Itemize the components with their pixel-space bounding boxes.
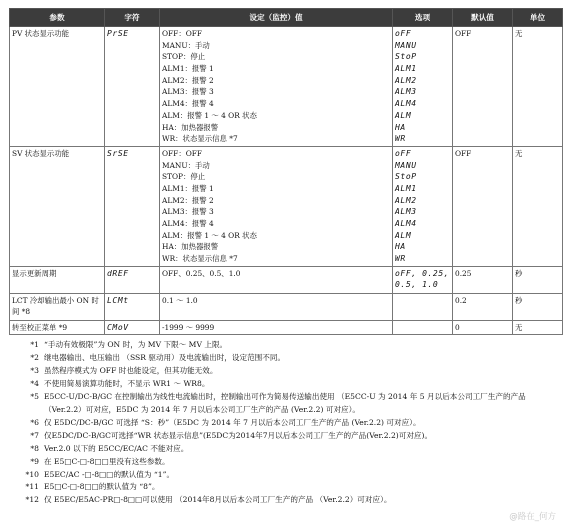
option-line: ALM3 [395, 87, 417, 97]
table-header-row [10, 9, 563, 27]
header-default: 默认值 [453, 9, 513, 27]
default-value: 0 [453, 320, 513, 335]
value-line: OFF：OFF [162, 29, 203, 38]
header-char: 字符 [105, 9, 160, 27]
footnote-text: 仅E5DC/DC-B/GC可选择“WR 状态显示信息”(E5DC为2014年7月以后本公司工厂生产的产品(Ver.2.2)可对应)。 [44, 430, 433, 440]
option-line: MANU [395, 160, 417, 170]
footnote-number: *5 [30, 392, 39, 402]
param-name: 显示更新周期 [10, 266, 105, 293]
header-unit: 单位 [513, 9, 563, 27]
option-line: WR [395, 134, 406, 144]
spec-page [9, 8, 562, 507]
value-list [160, 293, 393, 320]
watermark: @路在_何方 [509, 512, 556, 522]
parameter-table [9, 8, 563, 335]
option-line: oFF [395, 29, 412, 38]
option-line: StoP [395, 172, 417, 182]
value-line: ALM1：报警 1 [162, 64, 214, 74]
value-line: ALM3：报警 3 [162, 87, 214, 97]
footnote-text: E5CC-U/DC-B/GC 在控制输出为线性电流输出时，控制输出可作为简易传送输出使用 （E5CC-U 为 2014 年 5 月以后本公司工厂生产的产品 （Ver.2.2）可对应，E5DC 为 2014 年 7 月以后本公司工厂生产的产品 (Ver.2.2) 可对应）。 [44, 392, 526, 414]
value-line: ALM：报警 1 ～ 4 OR 状态 [162, 110, 257, 120]
value-line: WR：状态显示信息 *7 [162, 254, 238, 264]
value-line: -1999 ～ 9999 [162, 322, 215, 332]
option-line: ALM1 [395, 183, 417, 193]
footnote-text: 在 E5□C-□-8□□里没有这些参数。 [44, 456, 170, 466]
default-value: 0.2 [453, 293, 513, 320]
footnote [9, 365, 562, 378]
footnote [9, 456, 562, 469]
default-value: 0.25 [453, 266, 513, 293]
unit-value: 无 [513, 146, 563, 266]
option-line: WR [395, 254, 406, 264]
table-row [10, 293, 563, 320]
footnotes [9, 339, 562, 507]
footnote [9, 352, 562, 365]
option-line: MANU [395, 40, 417, 50]
footnote [9, 391, 562, 417]
option-line: ALM1 [395, 64, 417, 74]
footnote [9, 378, 562, 391]
footnote-text: 仅 E5EC/E5AC-PR□-8□□可以使用 （2014年8月以后本公司工厂生产的产品 （Ver.2.2）可对应）。 [44, 495, 392, 505]
value-list [160, 266, 393, 293]
value-line: ALM1：报警 1 [162, 183, 214, 193]
value-line: ALM4：报警 4 [162, 219, 214, 228]
footnote [9, 469, 562, 482]
unit-value: 秒 [513, 266, 563, 293]
footnote-number: *2 [30, 353, 39, 363]
value-line: MANU：手动 [162, 160, 210, 170]
param-char: dREF [105, 266, 160, 293]
footnote [9, 494, 562, 507]
param-name: SV 状态显示功能 [10, 146, 105, 266]
unit-value: 无 [513, 320, 563, 335]
param-char: LCMt [105, 293, 160, 320]
table-row [10, 27, 563, 147]
footnote-text: E5EC/AC -□-8□□的默认值为 “1”。 [44, 469, 175, 479]
option-line: oFF [395, 148, 412, 158]
option-line: 0.5, 1.0 [395, 280, 439, 290]
header-value: 设定（监控）值 [160, 9, 393, 27]
value-list [160, 146, 393, 266]
footnote-number: *10 [25, 469, 39, 479]
footnote [9, 443, 562, 456]
option-line: ALM2 [395, 75, 417, 85]
header-param: 参数 [10, 9, 105, 27]
footnote [9, 481, 562, 494]
value-line: HA：加热器报警 [162, 242, 219, 252]
value-line: ALM4：报警 4 [162, 99, 214, 109]
footnote-text: E5□C-□-8□□的默认值为 “8”。 [44, 482, 160, 492]
footnote-number: *3 [30, 366, 39, 376]
value-line: ALM：报警 1 ～ 4 OR 状态 [162, 230, 257, 240]
footnote-text: 虽然程序模式为 OFF 时也能设定，但其功能无效。 [44, 366, 218, 376]
value-list [160, 320, 393, 335]
default-value: OFF [453, 27, 513, 147]
table-row [10, 146, 563, 266]
value-line: WR：状态显示信息 *7 [162, 134, 238, 144]
header-option: 选项 [393, 9, 453, 27]
value-line: OFF：OFF [162, 148, 203, 158]
footnote-number: *1 [30, 340, 39, 350]
param-name: PV 状态显示功能 [10, 27, 105, 147]
param-name: 转至校正菜单 *9 [10, 320, 105, 335]
footnote-text: “手动有效极限”为 ON 时，为 MV 下限～ MV 上限。 [44, 340, 228, 350]
param-name-text: LCT 冷却输出最小 ON 时间 *8 [12, 295, 99, 316]
footnote-number: *6 [30, 417, 39, 427]
footnote-number: *7 [30, 430, 39, 440]
unit-value: 无 [513, 27, 563, 147]
footnote-number: *9 [30, 456, 39, 466]
option-line: ALM [395, 230, 412, 240]
option-line: ALM3 [395, 207, 417, 217]
param-char: CMoV [105, 320, 160, 335]
value-line: ALM3：报警 3 [162, 207, 214, 217]
table-row [10, 266, 563, 293]
option-line: oFF, 0.25, [395, 268, 450, 278]
value-line: OFF、0.25、0.5、1.0 [162, 268, 241, 278]
option-line: ALM2 [395, 195, 417, 205]
footnote-number: *4 [30, 379, 39, 389]
option-line: ALM [395, 110, 412, 120]
option-line: ALM4 [395, 99, 417, 109]
option-list [393, 266, 453, 293]
value-line: STOP：停止 [162, 52, 206, 62]
footnote-text: Ver.2.0 以下的 E5CC/EC/AC 不能对应。 [44, 443, 189, 453]
option-line: HA [395, 122, 406, 132]
option-line: HA [395, 242, 406, 252]
footnote-number: *12 [25, 495, 39, 505]
footnote-text: 仅 E5DC/DC-B/GC 可选择 “S：秒”（E5DC 为 2014 年 7 月以后本公司工厂生产的产品 (Ver.2.2) 可对应）。 [44, 417, 421, 427]
footnote-text: 继电器输出、电压输出 （SSR 驱动用）及电流输出时，设定范围不同。 [44, 353, 286, 363]
value-line: HA：加热器报警 [162, 122, 219, 132]
option-line: ALM4 [395, 219, 417, 228]
unit-value: 秒 [513, 293, 563, 320]
param-char: PrSE [105, 27, 160, 147]
value-line: ALM2：报警 2 [162, 195, 214, 205]
param-name [10, 293, 105, 320]
param-char: SrSE [105, 146, 160, 266]
value-line: 0.1 ～ 1.0 [162, 295, 198, 305]
value-line: STOP：停止 [162, 172, 206, 182]
footnote-number: *11 [25, 482, 39, 492]
value-line: ALM2：报警 2 [162, 75, 214, 85]
table-row [10, 320, 563, 335]
footnote [9, 339, 562, 352]
option-list [393, 146, 453, 266]
default-value: OFF [453, 146, 513, 266]
option-line: StoP [395, 52, 417, 62]
option-list [393, 27, 453, 147]
footnote [9, 417, 562, 430]
footnote [9, 430, 562, 443]
footnote-number: *8 [30, 443, 39, 453]
option-list [393, 320, 453, 335]
footnote-text: 不使用简易演算功能时，不显示 WR1 ～ WR8。 [44, 379, 210, 389]
value-list [160, 27, 393, 147]
value-line: MANU：手动 [162, 40, 210, 50]
option-list [393, 293, 453, 320]
